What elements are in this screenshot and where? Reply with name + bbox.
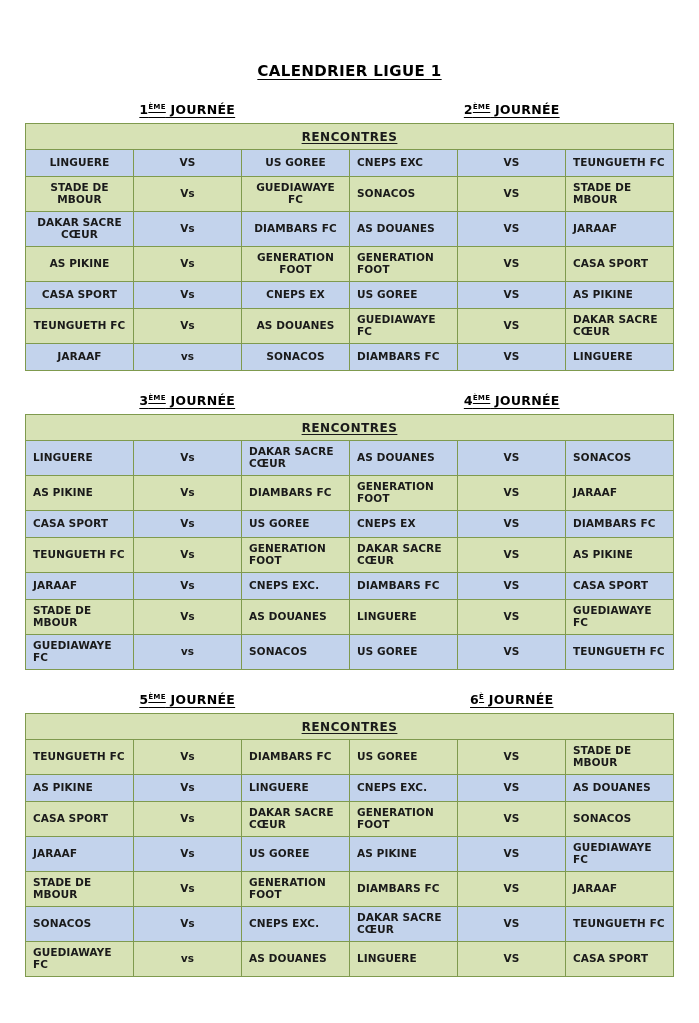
vs-label: Vs [134, 740, 242, 775]
journee-suffix-4: ÈME [472, 393, 491, 402]
table-row [26, 441, 674, 476]
away-team: SONACOS [566, 802, 674, 837]
away-team: DAKAR SACRE CŒUR [242, 802, 350, 837]
table-header-row [26, 415, 674, 441]
vs-label: VS [458, 344, 566, 371]
journee-suffix-2: ÈME [472, 102, 491, 111]
home-team: TEUNGUETH FC [26, 538, 134, 573]
home-team: GENERATION FOOT [350, 802, 458, 837]
home-team: STADE DE MBOUR [26, 600, 134, 635]
table-row [26, 150, 674, 177]
vs-label: vs [134, 635, 242, 670]
home-team: AS PIKINE [26, 247, 134, 282]
table-row [26, 177, 674, 212]
away-team: TEUNGUETH FC [566, 150, 674, 177]
table-row [26, 740, 674, 775]
journee-label-1 [25, 102, 350, 117]
table-row [26, 282, 674, 309]
vs-label: Vs [134, 600, 242, 635]
vs-label: Vs [134, 212, 242, 247]
vs-label: VS [458, 907, 566, 942]
fixtures-table-3 [25, 713, 674, 977]
table-row [26, 212, 674, 247]
journee-word-4: JOURNÉE [494, 393, 560, 408]
away-team: TEUNGUETH FC [566, 907, 674, 942]
vs-label: VS [458, 282, 566, 309]
table-row [26, 538, 674, 573]
vs-label: vs [134, 942, 242, 977]
away-team: LINGUERE [242, 775, 350, 802]
journee-number-2: 2 [463, 102, 473, 117]
table-header-rencontres: RENCONTRES [26, 415, 674, 441]
away-team: SONACOS [242, 344, 350, 371]
journee-label-3 [25, 393, 350, 408]
journee-heading-row-2 [25, 393, 674, 408]
journee-label-2 [350, 102, 675, 117]
away-team: US GOREE [242, 150, 350, 177]
away-team: CNEPS EXC. [242, 573, 350, 600]
journee-number-5: 5 [139, 692, 149, 707]
away-team: JARAAF [566, 872, 674, 907]
vs-label: VS [134, 150, 242, 177]
vs-label: VS [458, 802, 566, 837]
vs-label: VS [458, 476, 566, 511]
table-row [26, 476, 674, 511]
away-team: AS DOUANES [566, 775, 674, 802]
home-team: STADE DE MBOUR [26, 872, 134, 907]
fixtures-table-1 [25, 123, 674, 371]
table-row [26, 247, 674, 282]
home-team: SONACOS [350, 177, 458, 212]
home-team: JARAAF [26, 573, 134, 600]
journee-word-2: JOURNÉE [494, 102, 560, 117]
vs-label: Vs [134, 775, 242, 802]
away-team: JARAAF [566, 476, 674, 511]
home-team: DAKAR SACRE CŒUR [26, 212, 134, 247]
vs-label: Vs [134, 247, 242, 282]
home-team: LINGUERE [26, 441, 134, 476]
away-team: GENERATION FOOT [242, 538, 350, 573]
vs-label: Vs [134, 573, 242, 600]
vs-label: Vs [134, 309, 242, 344]
table-row [26, 837, 674, 872]
vs-label: VS [458, 837, 566, 872]
away-team: AS DOUANES [242, 600, 350, 635]
vs-label: VS [458, 872, 566, 907]
journee-heading-row-1 [25, 102, 674, 117]
vs-label: Vs [134, 441, 242, 476]
away-team: LINGUERE [566, 344, 674, 371]
vs-label: Vs [134, 907, 242, 942]
journee-word-6: JOURNÉE [488, 692, 554, 707]
away-team: GUEDIAWAYE FC [566, 837, 674, 872]
home-team: CASA SPORT [26, 802, 134, 837]
table-row [26, 907, 674, 942]
home-team: GUEDIAWAYE FC [26, 942, 134, 977]
away-team: GENERATION FOOT [242, 872, 350, 907]
away-team: AS DOUANES [242, 309, 350, 344]
away-team: AS DOUANES [242, 942, 350, 977]
table-row [26, 309, 674, 344]
table-row [26, 872, 674, 907]
vs-label: VS [458, 441, 566, 476]
away-team: DIAMBARS FC [566, 511, 674, 538]
vs-label: Vs [134, 177, 242, 212]
table-row [26, 775, 674, 802]
vs-label: VS [458, 212, 566, 247]
table-row [26, 802, 674, 837]
away-team: DAKAR SACRE CŒUR [242, 441, 350, 476]
home-team: US GOREE [350, 740, 458, 775]
vs-label: VS [458, 150, 566, 177]
home-team: AS PIKINE [26, 775, 134, 802]
home-team: GENERATION FOOT [350, 476, 458, 511]
away-team: CNEPS EX [242, 282, 350, 309]
journee-label-5 [25, 692, 350, 707]
vs-label: Vs [134, 282, 242, 309]
vs-label: VS [458, 942, 566, 977]
table-row [26, 511, 674, 538]
away-team: STADE DE MBOUR [566, 740, 674, 775]
home-team: JARAAF [26, 344, 134, 371]
journee-suffix-1: ÈME [148, 102, 166, 111]
journee-number-4: 4 [463, 393, 473, 408]
home-team: AS DOUANES [350, 441, 458, 476]
vs-label: vs [134, 344, 242, 371]
table-header-rencontres: RENCONTRES [26, 124, 674, 150]
vs-label: VS [458, 309, 566, 344]
home-team: GUEDIAWAYE FC [26, 635, 134, 670]
vs-label: VS [458, 740, 566, 775]
table-header-row [26, 714, 674, 740]
vs-label: VS [458, 177, 566, 212]
journee-heading-row-3 [25, 692, 674, 707]
away-team: GUEDIAWAYE FC [242, 177, 350, 212]
away-team: CNEPS EXC. [242, 907, 350, 942]
home-team: GUEDIAWAYE FC [350, 309, 458, 344]
journee-number-3: 3 [139, 393, 149, 408]
home-team: CNEPS EXC. [350, 775, 458, 802]
home-team: AS PIKINE [26, 476, 134, 511]
away-team: DIAMBARS FC [242, 740, 350, 775]
away-team: SONACOS [566, 441, 674, 476]
table-row [26, 600, 674, 635]
vs-label: Vs [134, 837, 242, 872]
journee-word-5: JOURNÉE [170, 692, 236, 707]
home-team: STADE DE MBOUR [26, 177, 134, 212]
table-row [26, 344, 674, 371]
fixtures-table-2 [25, 414, 674, 670]
page-title: CALENDRIER LIGUE 1 [257, 62, 442, 80]
vs-label: Vs [134, 802, 242, 837]
vs-label: Vs [134, 476, 242, 511]
journee-suffix-3: ÈME [148, 393, 166, 402]
home-team: LINGUERE [350, 942, 458, 977]
away-team: US GOREE [242, 511, 350, 538]
home-team: JARAAF [26, 837, 134, 872]
away-team: CASA SPORT [566, 942, 674, 977]
home-team: CASA SPORT [26, 282, 134, 309]
away-team: GUEDIAWAYE FC [566, 600, 674, 635]
document-page [0, 62, 699, 1023]
journee-word-1: JOURNÉE [170, 102, 236, 117]
journee-word-3: JOURNÉE [170, 393, 236, 408]
vs-label: VS [458, 600, 566, 635]
journee-number-1: 1 [139, 102, 149, 117]
journee-number-6: 6 [470, 692, 480, 707]
home-team: LINGUERE [26, 150, 134, 177]
away-team: DIAMBARS FC [242, 476, 350, 511]
vs-label: VS [458, 538, 566, 573]
home-team: CASA SPORT [26, 511, 134, 538]
home-team: US GOREE [350, 635, 458, 670]
journee-label-4 [350, 393, 675, 408]
home-team: AS PIKINE [350, 837, 458, 872]
home-team: US GOREE [350, 282, 458, 309]
away-team: US GOREE [242, 837, 350, 872]
vs-label: VS [458, 775, 566, 802]
home-team: CNEPS EXC [350, 150, 458, 177]
journee-label-6 [350, 692, 675, 707]
table-header-rencontres: RENCONTRES [26, 714, 674, 740]
home-team: TEUNGUETH FC [26, 740, 134, 775]
home-team: CNEPS EX [350, 511, 458, 538]
vs-label: VS [458, 573, 566, 600]
home-team: LINGUERE [350, 600, 458, 635]
vs-label: Vs [134, 538, 242, 573]
away-team: GENERATION FOOT [242, 247, 350, 282]
away-team: AS PIKINE [566, 282, 674, 309]
away-team: SONACOS [242, 635, 350, 670]
table-row [26, 635, 674, 670]
home-team: TEUNGUETH FC [26, 309, 134, 344]
away-team: DIAMBARS FC [242, 212, 350, 247]
away-team: TEUNGUETH FC [566, 635, 674, 670]
table-header-row [26, 124, 674, 150]
home-team: DIAMBARS FC [350, 344, 458, 371]
away-team: STADE DE MBOUR [566, 177, 674, 212]
home-team: DAKAR SACRE CŒUR [350, 538, 458, 573]
vs-label: VS [458, 247, 566, 282]
vs-label: Vs [134, 872, 242, 907]
home-team: DIAMBARS FC [350, 872, 458, 907]
home-team: SONACOS [26, 907, 134, 942]
home-team: AS DOUANES [350, 212, 458, 247]
away-team: DAKAR SACRE CŒUR [566, 309, 674, 344]
away-team: AS PIKINE [566, 538, 674, 573]
journee-suffix-5: ÈME [148, 692, 166, 701]
vs-label: VS [458, 635, 566, 670]
away-team: CASA SPORT [566, 573, 674, 600]
table-row [26, 573, 674, 600]
home-team: DAKAR SACRE CŒUR [350, 907, 458, 942]
away-team: JARAAF [566, 212, 674, 247]
away-team: CASA SPORT [566, 247, 674, 282]
vs-label: Vs [134, 511, 242, 538]
table-row [26, 942, 674, 977]
home-team: GENERATION FOOT [350, 247, 458, 282]
vs-label: VS [458, 511, 566, 538]
journee-suffix-6: È [479, 692, 485, 701]
home-team: DIAMBARS FC [350, 573, 458, 600]
